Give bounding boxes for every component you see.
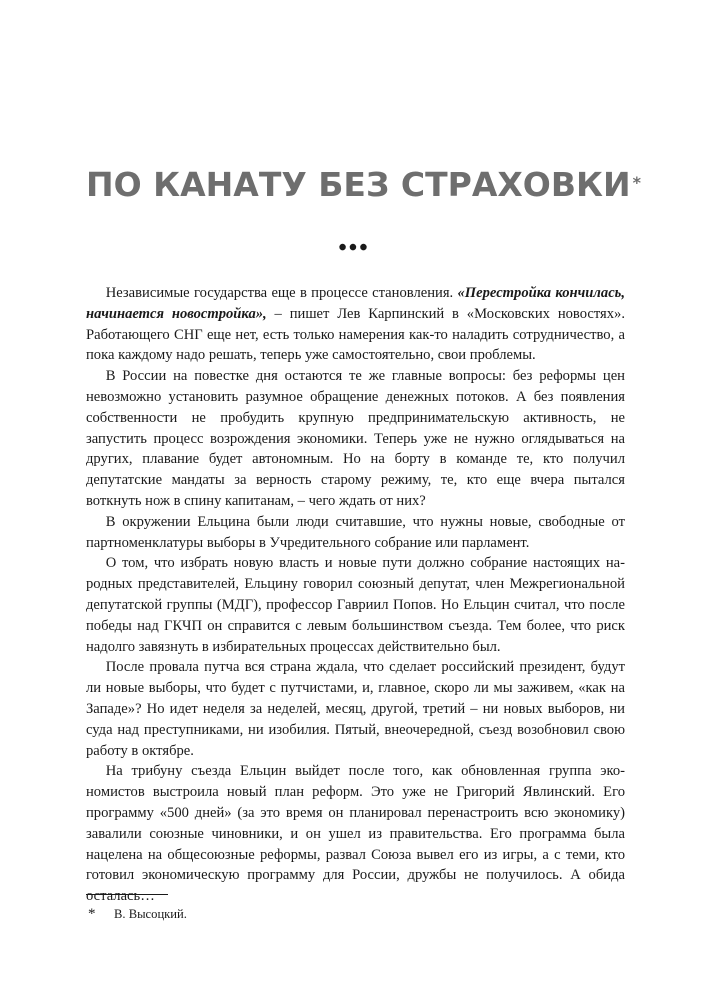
paragraph-3: В окружении Ельцина были люди считавшие, что нужны новые, свободные от партноменклатуры выборы в Учредительного собрание или парламент. bbox=[86, 513, 625, 551]
footnote-divider bbox=[86, 894, 168, 895]
paragraph-6: На трибуну съезда Ельцин выйдет после того, как обновленная группа экономистов выстроила новый план реформ. Это уже не Григорий Явлинский. Его программу «500 дней» (за это время он планировал перенастроить всю экономику) завалили союзные чиновники, и он ушел из правительства. Его программа была нацелена на общесоюзные реформы, развал Союза вывел его из игры, а с теми, кто готовил экономическую программу для России, дружбы не получилось. А обида осталась… bbox=[86, 763, 625, 905]
footnote bbox=[86, 905, 626, 923]
section-separator: ••• bbox=[338, 235, 370, 261]
chapter-title-text: ПО КАНАТУ БЕЗ СТРАХОВКИ bbox=[86, 165, 631, 204]
footnote-text: В. Высоцкий. bbox=[114, 907, 187, 921]
chapter-body bbox=[86, 283, 625, 907]
paragraph-2: В России на повестке дня остаются те же главные вопросы: без реформы цен невозможно установить разумное обращение денежных потоков. А без появления собственности не пробудить крупную предпринимательскую активность, не запустить процесс возрождения экономики. Теперь уже не нужно оглядываться на других, плавание будет автономным. Но на борту в команде те, кто получил депутатские мандаты за верность старому режиму, те, кто еще вчера пытался воткнуть нож в спину капитанам, – чего ждать от них? bbox=[86, 368, 625, 509]
paragraph-1-lead: Независимые государства еще в процессе становления. bbox=[105, 285, 458, 301]
paragraph-1 bbox=[86, 283, 625, 366]
footnote-mark: * bbox=[88, 906, 96, 922]
paragraph-1-rest: – пишет Лев Карпинский в «Московских новостях». Работающего СНГ еще нет, есть только намерения как-то наладить сотрудничество, а пока каждому надо решать, теперь уже самостоятельно, свои проблемы. bbox=[86, 305, 625, 364]
chapter-title bbox=[86, 159, 646, 211]
paragraph-4: О том, что избрать новую власть и новые пути должно собрание настоящих народных представителей, Ельцину говорил союзный депутат, член Межрегиональной депутатской группы (МДГ), профессор Гавриил Попов. Но Ельцин считал, что после победы над ГКЧП он справится с левым большинством съезда. Тем более, что риск надолго завязнуть в избирательных процессах действительно был. bbox=[86, 555, 625, 655]
quote-emphasis: «Перестройка кончилась, начинается новостройка», bbox=[86, 285, 625, 322]
paragraph-5: После провала путча вся страна ждала, что сделает российский президент, будут ли новые выборы, что будет с путчистами, и, главное, скоро ли мы заживем, «как на Западе»? Но идет неделя за неделей, месяц, другой, третий – ни новых выборов, ни суда над преступниками, ни изобилия. Пятый, внеочередной, съезд возобновил свою работу в октябре. bbox=[86, 659, 625, 759]
title-footnote-mark: * bbox=[632, 173, 641, 192]
